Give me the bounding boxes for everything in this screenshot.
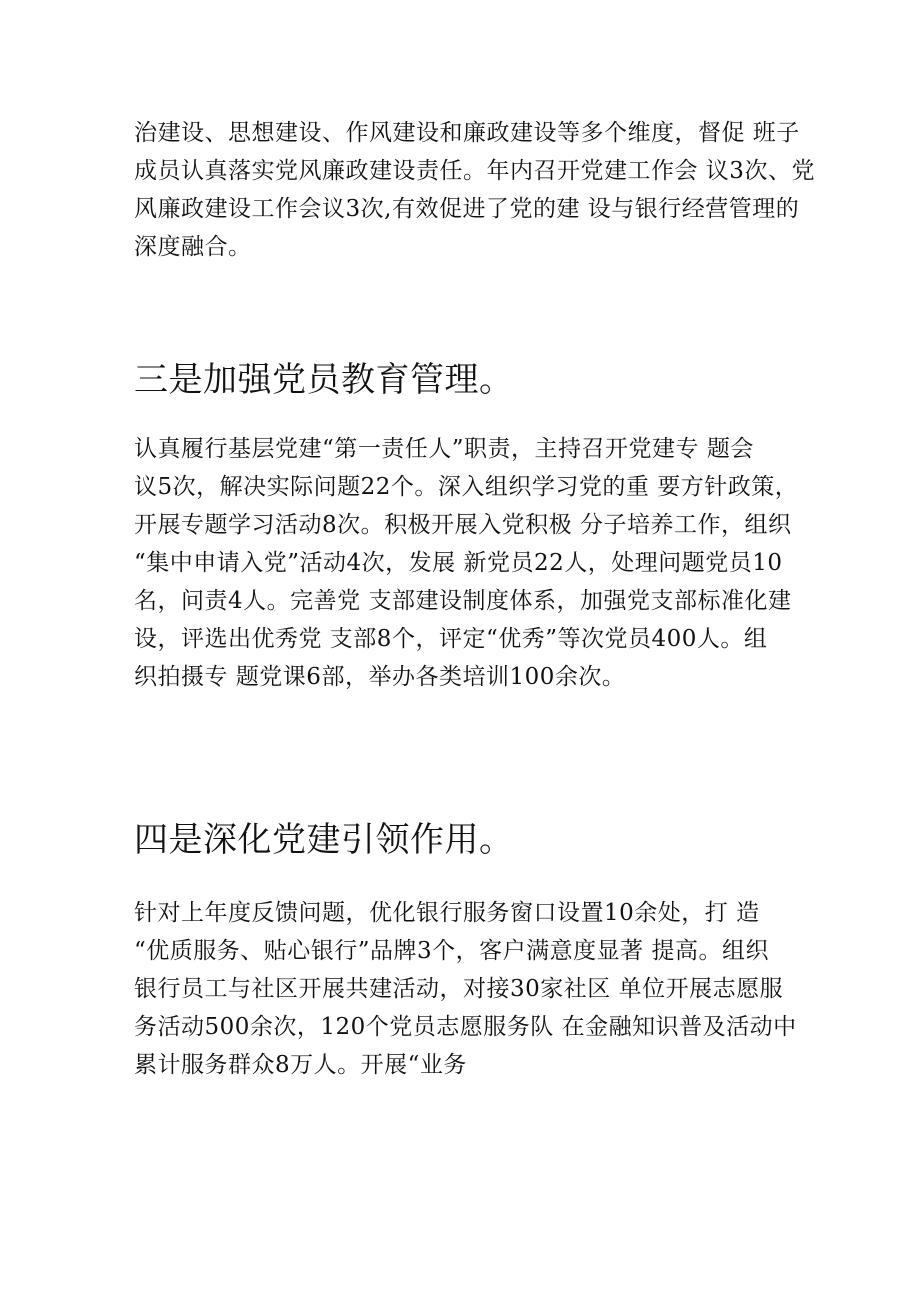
paragraph-line: 深度融合。 (134, 234, 252, 260)
paragraph-line: 认真履行基层党建“第一责任人”职责，主持召开党建专 题会 (134, 436, 754, 462)
section-heading-four: 四是深化党建引领作用。 (134, 820, 514, 860)
paragraph-line: 议5次，解决实际问题22个。深入组织学习党的重 要方针政策， (134, 474, 799, 500)
paragraph-line: “集中申请入党”活动4次，发展 新党员22人，处理问题党员10 (134, 550, 783, 576)
paragraph-line: 开展专题学习活动8次。积极开展入党积极 分子培养工作，组织 (134, 512, 792, 538)
paragraph-line: 成员认真落实党风廉政建设责任。年内召开党建工作会 议3次、党 (134, 158, 815, 184)
paragraph-line: “优质服务、贴心银行”品牌3个，客户满意度显著 提高。组织 (134, 938, 769, 964)
paragraph-line: 务活动500余次，120个党员志愿服务队 在金融知识普及活动中 (134, 1014, 797, 1040)
paragraph-line: 织拍摄专 题党课6部，举办各类培训100余次。 (134, 664, 626, 690)
paragraph-line: 针对上年度反馈问题，优化银行服务窗口设置10余处，打 造 (134, 900, 760, 926)
paragraph-line: 名，问责4人。完善党 支部建设制度体系，加强党支部标准化建 (134, 588, 792, 614)
paragraph-leading-role (134, 894, 797, 1084)
section-heading-three: 三是加强党员教育管理。 (134, 360, 514, 400)
paragraph-line: 治建设、思想建设、作风建设和廉政建设等多个维度，督促 班子 (134, 120, 800, 146)
paragraph-member-education (134, 430, 799, 696)
paragraph-party-building-continuation (134, 114, 815, 266)
paragraph-line: 风廉政建设工作会议3次,有效促进了党的建 设与银行经营管理的 (134, 196, 800, 222)
paragraph-line: 设，评选出优秀党 支部8个，评定“优秀”等次党员400人。组 (134, 626, 768, 652)
paragraph-line: 银行员工与社区开展共建活动，对接30家社区 单位开展志愿服 (134, 976, 784, 1002)
paragraph-line: 累计服务群众8万人。开展“业务 (134, 1052, 467, 1078)
